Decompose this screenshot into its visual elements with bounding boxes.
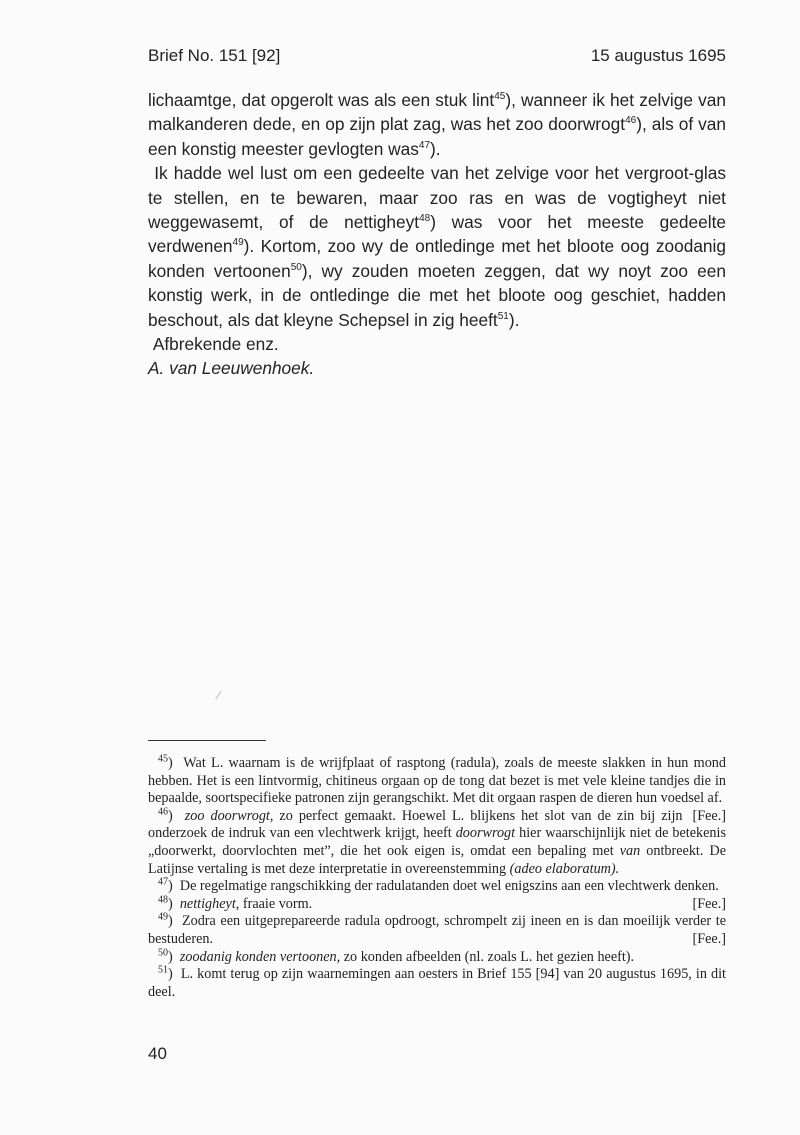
footnote-ref-50: 50 bbox=[290, 262, 302, 274]
footnote-ref-47: 47 bbox=[418, 140, 431, 152]
footnote-number: 46 bbox=[158, 806, 168, 818]
footnote-text: De regelmatige rangschikking der radulatanden doet wel enigszins aan een vlechtwerk denken. bbox=[179, 878, 719, 895]
editor-initials: [Fee.] bbox=[692, 895, 726, 912]
footnote-text: zo perfect gemaakt. Hoewel L. blijkens het slot van de zin bij zijn onderzoek de indruk van een vlechtwerk krijgt, heeft bbox=[148, 807, 683, 842]
body-paragraph-1 bbox=[148, 88, 726, 161]
text-run: ), wy zouden moeten zeggen, dat wy noyt zoo een konstig werk, in de ontledinge die met het bloote oog geschiet, hadden beschout, als dat kleyne Schepsel in zig heeft bbox=[148, 260, 726, 330]
signature: A. van Leeuwenhoek. bbox=[148, 358, 315, 379]
footnote-divider bbox=[148, 740, 266, 741]
text-run: ). Kortom, zoo wy de ontledinge met het bloote oog zoodanig konden vertoonen bbox=[148, 236, 726, 281]
scan-mark bbox=[215, 691, 222, 700]
footnote-ref-48: 48 bbox=[419, 213, 431, 225]
footnote-text: zo konden afbeelden (nl. zoals L. het gezien heeft). bbox=[340, 948, 635, 965]
footnotes bbox=[148, 755, 726, 1001]
text-run: lichaamtge, dat opgerolt was als een stuk lint bbox=[148, 90, 495, 110]
footnote-ref-51: 51 bbox=[497, 310, 509, 322]
closing-line bbox=[148, 332, 726, 356]
footnote-45: $^{45}$) Wat L. waarnam is de wrijfplaat of rasptong (radula), zoals de meeste slakken in hun mond hebben. Het is een lintvormig, chitineus orgaan op de tong dat bezet is met vele kleine tandjes die in bepaalde, soortspecifieke patronen zijn gerangschikt. Met dit orgaan raspen de dieren hun voedsel af. [Fee.] bbox=[148, 753, 726, 824]
footnote-48: $^{48}$) nettigheyt, fraaie vorm. bbox=[158, 894, 313, 912]
text-run: ). bbox=[430, 138, 441, 159]
footnote-text: Wat L. waarnam is de wrijfplaat of rasptong (radula), zoals de meeste slakken in hun mond hebben. Het is een lintvormig, chitineus orgaan op de tong dat bezet is met vele kleine tandjes die in bepaalde, soortspecifieke patronen zijn gerangschikt. Met dit orgaan raspen de dieren hun voedsel af. bbox=[148, 755, 726, 807]
footnote-text: van bbox=[619, 842, 641, 859]
letter-date: 15 augustus 1695 bbox=[590, 46, 726, 65]
footnote-text: hier waarschijnlijk niet de betekenis „doorwerkt, doorvlochten met”, die het ook eigen is, omdat een bepaling met bbox=[148, 825, 726, 859]
footnote-number: 48 bbox=[158, 894, 168, 906]
page-number: 40 bbox=[148, 1044, 167, 1063]
footnote-text: Zodra een uitgeprepareerde radula opdroogt, schrompelt zij ineen en is dan moeilijk verder te bestuderen. bbox=[148, 913, 726, 947]
footnote-ref-49: 49 bbox=[232, 237, 244, 249]
footnote-text: nettigheyt, bbox=[179, 895, 240, 912]
footnote-number: 45 bbox=[158, 753, 168, 765]
letter-body bbox=[148, 88, 726, 381]
footnote-text: fraaie vorm. bbox=[239, 895, 313, 912]
footnote-number: 47 bbox=[158, 876, 168, 888]
footnote-text: zoodanig konden vertoonen, bbox=[179, 948, 341, 965]
footnote-49: $^{49}$) Zodra een uitgeprepareerde radula opdroogt, schrompelt zij ineen en is dan moeilijk verder te bestuderen. [Fee.] bbox=[148, 911, 726, 947]
text-run: ) was voor het meeste gedeelte verdwenen bbox=[148, 212, 726, 257]
text-run: ). bbox=[508, 309, 520, 330]
letter-reference: Brief No. 151 [92] bbox=[148, 46, 281, 65]
editor-initials: [Fee.] bbox=[692, 930, 726, 947]
editor-initials: [Fee.] bbox=[692, 807, 726, 824]
footnote-text: ontbreekt. De Latijnse vertaling is met deze interpretatie in overeenstemming bbox=[148, 842, 726, 877]
footnote-50: $^{50}$) zoodanig konden vertoonen, zo konden afbeelden (nl. zoals L. het gezien heeft). bbox=[158, 946, 635, 965]
footnote-text: doorwrogt bbox=[455, 825, 516, 842]
footnote-number: 49 bbox=[158, 911, 168, 923]
closing-text: Afbrekende enz. bbox=[152, 334, 279, 355]
footnote-text: (adeo elaboratum). bbox=[509, 860, 620, 877]
running-header bbox=[148, 46, 726, 74]
footnote-text: L. komt terug op zijn waarnemingen aan oesters in Brief 155 [94] van 20 augustus 1695, in dit deel. bbox=[148, 966, 726, 1000]
text-run: ), als of van een konstig meester gevlogten was bbox=[148, 114, 727, 159]
footnote-51: $^{51}$) L. komt terug op zijn waarnemingen aan oesters in Brief 155 [94] van 20 augustus 1695, in dit deel. bbox=[148, 964, 726, 1000]
footnote-ref-45: 45 bbox=[494, 91, 506, 103]
footnote-ref-46: 46 bbox=[625, 115, 637, 127]
footnote-number: 51 bbox=[158, 964, 168, 976]
footnote-46: $^{46}$) zoo doorwrogt, zo perfect gemaakt. Hoewel L. blijkens het slot van de zin bij zijn onderzoek de indruk van een vlechtwerk krijgt, heeft doorwrogt hier waarschijnlijk niet de betekenis „doorwerkt, doorvlochten met”, die het ook eigen is, omdat een bepaling met van ontbreekt. De Latijnse vertaling is met deze interpretatie in overeenstemming (adeo elaboratum). bbox=[148, 806, 726, 877]
footnote-text: zoo doorwrogt, bbox=[184, 807, 274, 824]
text-run: Ik hadde wel lust om een gedeelte van het zelvige voor het vergroot-glas te stellen, en te bewaren, maar zoo ras en was de vogtigheyt niet weggewasemt, of de nettigheyt bbox=[148, 163, 726, 233]
body-paragraph-2 bbox=[148, 161, 726, 332]
footnote-47: $^{47}$) De regelmatige rangschikking der radulatanden doet wel enigszins aan een vlechtwerk denken. [Fee.] bbox=[158, 876, 726, 912]
footnote-number: 50 bbox=[158, 946, 168, 958]
text-run: ), wanneer ik het zelvige van malkanderen dede, en op zijn plat zag, was het zoo doorwrogt bbox=[148, 90, 726, 135]
